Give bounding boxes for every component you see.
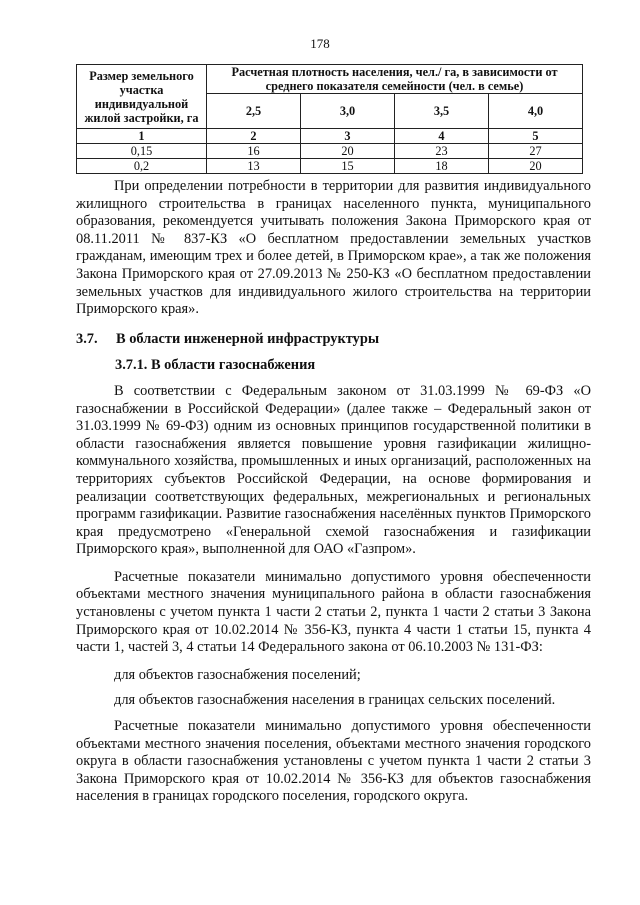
paragraph-gas-supply-law: В соответствии с Федеральным законом от 31.03.1999 № 69-ФЗ «О газоснабжении в Российской Федерации» (далее также – Федеральный закон от 31.03.1999 № 69-ФЗ) одним из основных принципов государственной политики в области газоснабжения является повышение уровня газификации жилищно-коммунального хозяйства, промышленных и иных организаций, расположенных на территориях субъектов Российской Федерации, на основе формирования и реализации соответствующих федеральных, межрегиональных и региональных программ газификации. Развитие газоснабжения населённых пунктов Приморского края предусмотрено «Генеральной схемой газоснабжения и газификации Приморского края», выполненной для ОАО «Газпром». (76, 382, 591, 558)
header-land-size: Размер земельного участка индивидуальной жилой застройки, га (77, 65, 207, 129)
column-number-cell: 2 (207, 129, 301, 144)
table-column-number-row (77, 129, 583, 144)
paragraph-urban-indicators: Расчетные показатели минимально допустимого уровня обеспеченности объектами местного значения поселения, объектами местного значения городского округа в области газоснабжения установлены с учетом пункта 1 части 2 статьи 3 Закона Приморского края от 10.02.2014 № 356-КЗ для объектов газоснабжения населения в границах городского поселения, городского округа. (76, 718, 591, 805)
section-title: В области инженерной инфраструктуры (116, 330, 380, 347)
table-header-row (77, 65, 583, 94)
column-number-cell: 3 (301, 129, 395, 144)
family-size-cell: 3,0 (301, 94, 395, 129)
table-cell: 18 (395, 159, 489, 174)
table-cell: 0,2 (77, 159, 207, 174)
table-cell: 13 (207, 159, 301, 174)
paragraph-municipal-indicators: Расчетные показатели минимально допустимого уровня обеспеченности объектами местного значения муниципального района в области газоснабжения установлены с учетом пункта 1 части 2 статьи 2, пункта 1 части 2 статьи 3 Закона Приморского края от 10.02.2014 № 356-КЗ, пункта 4 части 1 статьи 15, пункта 4 части 1, частей 3, 4 статьи 14 Федерального закона от 06.10.2003 № 131-ФЗ: (76, 568, 591, 656)
list-item: для объектов газоснабжения поселений; (114, 666, 361, 683)
column-number-cell: 5 (489, 129, 583, 144)
document-body (76, 178, 591, 816)
family-size-cell: 3,5 (395, 94, 489, 129)
table-cell: 27 (489, 144, 583, 159)
list-item: для объектов газоснабжения населения в границах сельских поселений. (114, 692, 556, 709)
table-row (77, 159, 583, 174)
table-cell: 20 (301, 144, 395, 159)
table-cell: 16 (207, 144, 301, 159)
table-cell: 20 (489, 159, 583, 174)
table-cell: 0,15 (77, 144, 207, 159)
table-row (77, 144, 583, 159)
page-number: 178 (310, 36, 330, 51)
population-density-table (76, 64, 583, 174)
family-size-cell: 2,5 (207, 94, 301, 129)
column-number-cell: 4 (395, 129, 489, 144)
family-size-cell: 4,0 (489, 94, 583, 129)
table-cell: 23 (395, 144, 489, 159)
subsection-heading-3-7-1: 3.7.1. В области газоснабжения (115, 357, 316, 374)
column-number-cell: 1 (77, 129, 207, 144)
section-heading-3-7 (76, 331, 591, 349)
table-cell: 15 (301, 159, 395, 174)
paragraph-land-requirement: При определении потребности в территории для развития индивидуального жилищного строительства в границах населенного пункта, муниципального образования, рекомендуется учитывать положения Закона Приморского края от 08.11.2011 № 837-КЗ «О бесплатном предоставлении земельных участков гражданам, имеющим трех и более детей, в Приморском крае», а так же положения Закона Приморского края от 27.09.2013 № 250-КЗ «О бесплатном предоставлении земельных участков для индивидуального жилого строительства на территории Приморского края». (76, 178, 591, 318)
section-number: 3.7. (76, 330, 98, 347)
header-density: Расчетная плотность населения, чел./ га, в зависимости от среднего показателя семейности (чел. в семье) (207, 65, 583, 94)
